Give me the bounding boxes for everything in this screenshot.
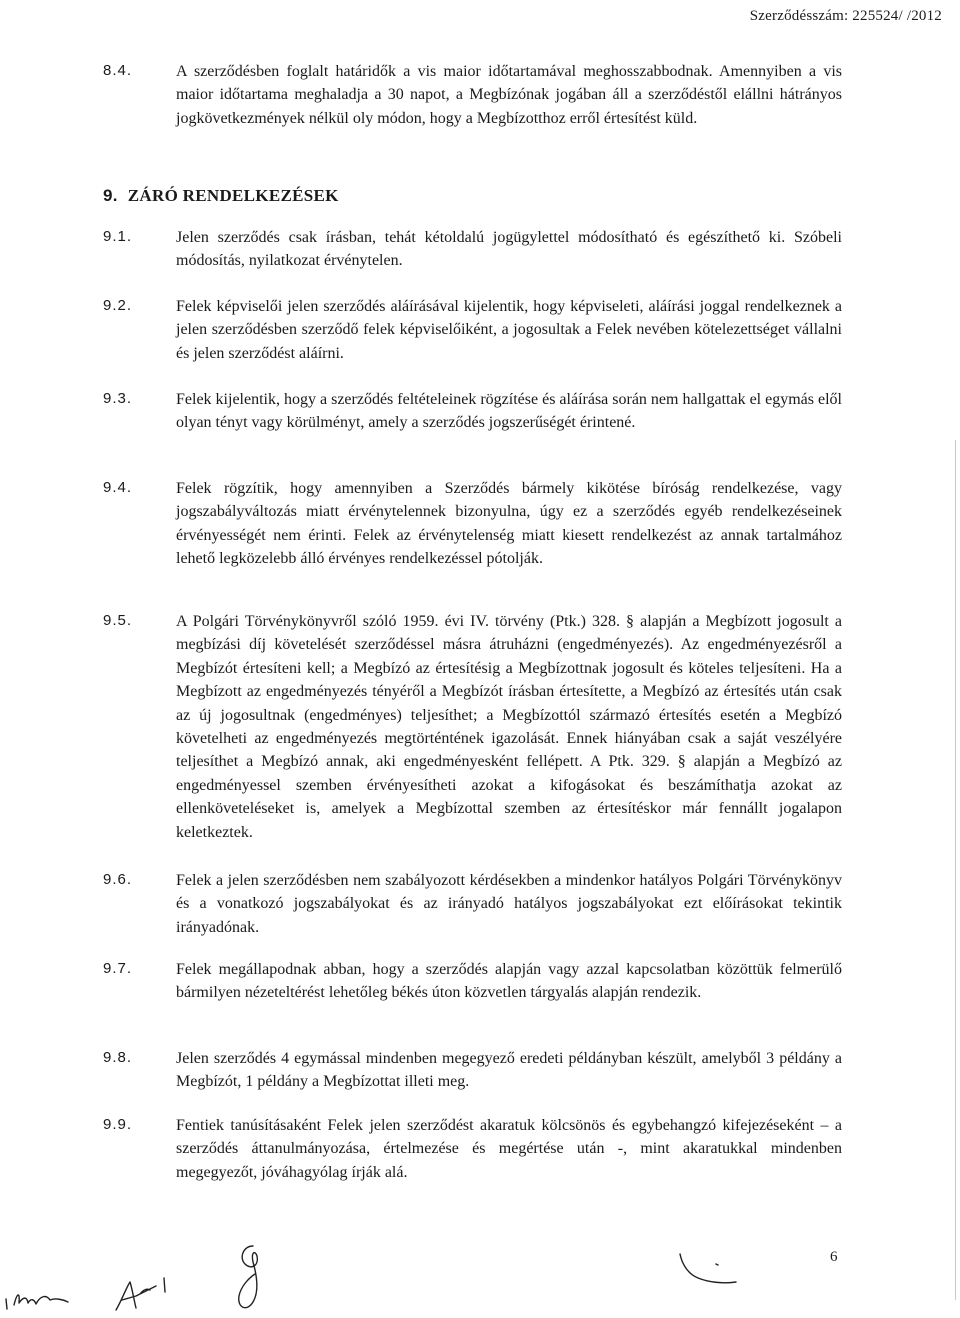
scan-edge-line	[955, 440, 956, 1300]
heading-title: ZÁRÓ RENDELKEZÉSEK	[127, 186, 339, 205]
initials-signature-1	[4, 1285, 74, 1315]
clause-number: 9.3.	[103, 390, 133, 407]
clause-text: Felek megállapodnak abban, hogy a szerződés alapján vagy azzal kapcsolatban közöttük felmerülő bármilyen nézeteltérést lehetőleg békés úton közvetlen tárgyalás alapján rendezik.	[176, 961, 842, 1002]
section-number: 8.4.	[103, 62, 133, 79]
clause-text: Jelen szerződés 4 egymással mindenben megegyező eredeti példányban készült, amelyből 3 példány a Megbízót, 1 példány a Megbízottat illeti meg.	[176, 1050, 842, 1091]
clause-number: 9.9.	[103, 1116, 133, 1133]
clause-text: Felek kijelentik, hogy a szerződés feltételeinek rögzítése és aláírása során nem hallgattak el egymás elől olyan tényt vagy körülményt, amely a szerződés jogszerűségét érintené.	[176, 391, 842, 432]
clause-number: 9.6.	[103, 871, 133, 888]
clause-number: 9.4.	[103, 479, 133, 496]
contract-reference: Szerződésszám: 225524/ /2012	[749, 8, 942, 24]
clause-text: A Polgári Törvénykönyvről szóló 1959. évi IV. törvény (Ptk.) 328. § alapján a Megbízott jogosult a megbízási díj követelését szerződéssel másra átruházni (engedményezés). Az engedményezésről a Megbízót értesíteni kell; a Megbízó az értesítésig a Megbízottnak jogosult és köteles teljesíteni. Ha a Megbízott az engedményezés tényéről a Megbízót írásban értesítette, a Megbízó az értesítés után csak az új jogosultnak (engedményes) teljesíthet; a Megbízottól származó értesítés esetén a Megbízó követelheti az engedményezés megtörténtének igazolását. Ennek hiányában csak a saját veszélyére teljesíthet a Megbízó annak, aki engedményesként fellépett. A Ptk. 329. § alapján a Megbízó az engedményessel szemben érvényesítheti azokat a kifogásokat és beszámíthatja azokat az ellenköveteléseket is, amelyek a Megbízottal szemben az értesítéskor már fennállt jogalapon keletkeztek.	[176, 613, 842, 841]
clause-text: Felek képviselői jelen szerződés aláírásával kijelentik, hogy képviseleti, aláírási joggal rendelkeznek a jelen szerződésben szerződő felek képviselőiként, a jogosultak a Felek nevében kötelezettséget vállalni és jelen szerződést aláírni.	[176, 298, 842, 362]
clause-number: 9.2.	[103, 297, 133, 314]
initials-signature-3	[225, 1242, 275, 1317]
clause-number: 9.1.	[103, 228, 133, 245]
page-number: 6	[830, 1249, 838, 1265]
initials-signature-2	[112, 1270, 182, 1315]
section-text: A szerződésben foglalt határidők a vis maior időtartamával meghosszabbodnak. Amennyiben a vis maior időtartama meghaladja a 30 napot, a Megbízónak jogában áll a szerződéstől elállni hátrányos jogkövetkezmények nélkül oly módon, hogy a Megbízotthoz erről értesítést küld.	[176, 63, 842, 127]
section-heading	[103, 186, 339, 206]
clause-text: Jelen szerződés csak írásban, tehát kétoldalú jogügylettel módosítható és egészíthető ki. Szóbeli módosítás, nyilatkozat érvénytelen.	[176, 229, 842, 270]
clause-number: 9.7.	[103, 960, 133, 977]
clause-number: 9.8.	[103, 1049, 133, 1066]
clause-text: Fentiek tanúsításaként Felek jelen szerződést akaratuk kölcsönös és egybehangzó kifejezéseként – a szerződés áttanulmányozása, értelmezése és megértése után -, mint akaratukkal mindenben megegyezőt, jóváhagyólag írják alá.	[176, 1117, 842, 1181]
heading-number: 9.	[103, 186, 118, 205]
clause-text: Felek rögzítik, hogy amennyiben a Szerződés bármely kikötése bíróság rendelkezése, vagy jogszabályváltozás miatt érvénytelennek bizonyulna, úgy ez a szerződés egyéb rendelkezéseinek érvényességét nem érinti. Felek az érvénytelenség miatt kiesett rendelkezést az annak tartalmához lehető legközelebb álló érvényes rendelkezéssel pótolják.	[176, 480, 842, 568]
clause-number: 9.5.	[103, 612, 133, 629]
clause-text: Felek a jelen szerződésben nem szabályozott kérdésekben a mindenkor hatályos Polgári Törvénykönyv és a vonatkozó jogszabályokat és az irányadó hatályos jogszabályokat ezt előírásokat tekintik irányadónak.	[176, 872, 842, 936]
initials-signature-4	[676, 1250, 746, 1290]
